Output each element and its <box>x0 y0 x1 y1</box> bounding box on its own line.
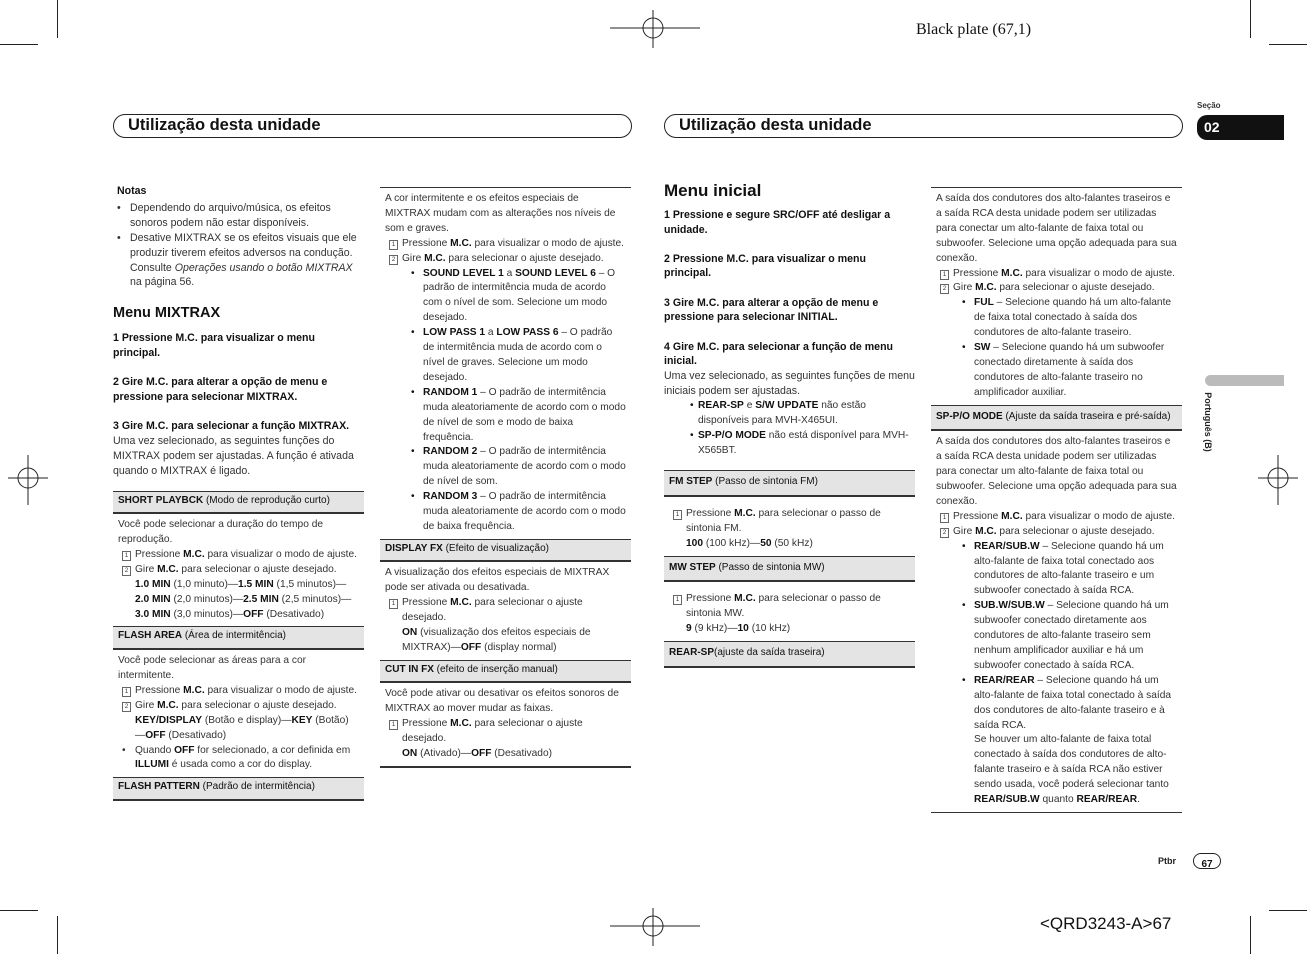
note-item: • Desative MIXTRAX se os efeitos visuais que ele produzir tiverem efeitos adversos na condução. Consulte Operações usando o botão MIXTRAX na página 56. <box>113 231 364 291</box>
flash-area-block: Você pode selecionar as áreas para a cor intermitente. 1 Pressione M.C. para visualizar o modo de ajuste. 2 Gire M.C. para selecionar o ajuste desejado. KEY/DISPLAY (Botão e display)—KEY (Botão) —OFF (Desativado) • Quando OFF for selecionado, a cor definida em ILLUMI é usada como a cor do display. <box>113 650 364 777</box>
short-playback-block: Você pode selecionar a duração do tempo de reprodução. 1 Pressione M.C. para visualizar o modo de ajuste. 2 Gire M.C. para selecionar o ajuste desejado. 1.0 MIN (1,0 minuto)—1.5 MIN (1,5 minutos)—2.0 MIN (2,0 minutos)—2.5 MIN (2,5 minutos)—3.0 MIN (3,0 minutos)—OFF (Desativado) <box>113 514 364 626</box>
registration-mark-top <box>610 8 700 48</box>
section-number: 02 <box>1204 119 1220 135</box>
display-fx-block: A visualização dos efeitos especiais de MIXTRAX pode ser ativada ou desativada. 1 Pressione M.C. para selecionar o ajuste desejado. ON (visualização dos efeitos especiais de MIXTRAX)—OFF (display normal) <box>385 567 610 653</box>
step-1: 1 Pressione e segure SRC/OFF até desligar a unidade. <box>664 208 891 236</box>
setting-bar-fm-step: FM STEP (Passo de sintonia FM) <box>664 470 915 497</box>
left-section-header <box>113 114 632 138</box>
column-3: Menu inicial 1 Pressione e segure SRC/OFF até desligar a unidade. 2 Pressione M.C. para visualizar o menu principal. 3 Gire M.C. para alterar a opção de menu e pressione para selecionar INITIAL. 4 Gire M.C. para selecionar a função de menu inicial. Uma vez selecionado, as seguintes funções de menu iniciais podem ser ajustadas. • REAR-SP e S/W UPDATE não estão disponíveis para MVH-X465UI. • SP-P/O MODE não está disponível para MVH-X565BT. FM STEP (Passo de sintonia FM) 1 Pressione M.C. para selecionar o passo de sintonia FM. 100 (100 kHz)—50 (50 kHz) MW STEP (Passo de sintonia MW) 1 Pressione M.C. para selecionar o passo de sintonia MW. 9 (9 kHz)—10 (10 kHz) REAR-SP(ajuste da saída traseira) <box>664 184 915 668</box>
note-item: • Dependendo do arquivo/música, os efeitos sonoros podem não estar disponíveis. <box>113 201 364 231</box>
setting-bar-sp-po-mode: SP-P/O MODE (Ajuste da saída traseira e pré-saída) <box>931 405 1182 432</box>
left-section-title: Utilização desta unidade <box>128 116 321 134</box>
crop-mark <box>1250 0 1251 38</box>
short-playback-options: 1.0 MIN (1,0 minuto)—1.5 MIN (1,5 minutos)—2.0 MIN (2,0 minutos)—2.5 MIN (2,5 minutos)—3.0 MIN (3,0 minutos)—OFF (Desativado) <box>135 578 352 620</box>
mw-step-block: 1 Pressione M.C. para selecionar o passo de sintonia MW. 9 (9 kHz)—10 (10 kHz) <box>664 582 915 641</box>
crop-mark <box>0 44 38 45</box>
crop-mark <box>57 0 58 38</box>
crop-mark <box>1250 916 1251 954</box>
column-2 <box>380 187 631 768</box>
flash-pattern-block: A cor intermitente e os efeitos especiais de MIXTRAX mudam com as alterações nos níveis de som e graves. 1 Pressione M.C. para visualizar o modo de ajuste. 2 Gire M.C. para selecionar o ajuste desejado. • SOUND LEVEL 1 a SOUND LEVEL 6 – O padrão de intermitência muda de acordo com o nível de som. Selecione um modo desejado. • LOW PASS 1 a LOW PASS 6 – O padrão de intermitência muda de acordo com o nível de graves. Selecione um modo desejado. • RANDOM 1 – O padrão de intermitência muda aleatoriamente de acordo com o modo de nível de som e modo de baixa frequência. • RANDOM 2 – O padrão de intermitência muda aleatoriamente de acordo com o modo de nível de som. • RANDOM 3 – O padrão de intermitência muda aleatoriamente de acordo com o modo de baixa frequência. <box>380 188 631 539</box>
rear-sp-block: A saída dos condutores dos alto-falantes traseiros e a saída RCA desta unidade podem ser utilizadas para conectar um alto-falante de faixa total ou subwoofer. Selecione uma opção adequada para sua conexão. 1 Pressione M.C. para visualizar o modo de ajuste. 2 Gire M.C. para selecionar o ajuste desejado. • FUL – Selecione quando há um alto-falante de faixa total conectado à saída dos condutores de alto-falante traseiro. • SW – Selecione quando há um subwoofer conectado diretamente à saída dos condutores de alto-falante traseiro no amplificador auxiliar. <box>931 188 1182 405</box>
setting-bar-mw-step: MW STEP (Passo de sintonia MW) <box>664 556 915 583</box>
right-section-title: Utilização desta unidade <box>679 116 872 134</box>
registration-mark-bottom <box>610 908 700 948</box>
black-plate-label: Black plate (67,1) <box>916 21 1032 38</box>
section-number-tab <box>1197 115 1284 140</box>
step-4: 4 Gire M.C. para selecionar a função de menu inicial. <box>664 340 894 368</box>
notes-title: Notas <box>117 185 147 197</box>
crop-mark <box>1269 44 1307 45</box>
section-label: Seção <box>1197 101 1221 110</box>
document-code: <QRD3243-A>67 <box>1040 914 1172 933</box>
setting-bar-rear-sp: REAR-SP(ajuste da saída traseira) <box>664 641 915 668</box>
menu-inicial-title: Menu inicial <box>664 181 762 200</box>
setting-bar-flash-area: FLASH AREA (Área de intermitência) <box>113 626 364 650</box>
page-number-badge <box>1193 853 1221 869</box>
step-3: 3 Gire M.C. para alterar a opção de menu e pressione para selecionar INITIAL. <box>664 296 879 324</box>
column-4 <box>931 187 1182 813</box>
fm-step-block: 1 Pressione M.C. para selecionar o passo de sintonia FM. 100 (100 kHz)—50 (50 kHz) <box>664 497 915 556</box>
side-language-label: Português (B) <box>1203 392 1213 452</box>
setting-bar-cut-in-fx: CUT IN FX (efeito de inserção manual) <box>380 660 631 684</box>
page-number: 67 <box>1201 859 1213 870</box>
right-section-header <box>664 114 1183 138</box>
step-3-description: Uma vez selecionado, as seguintes funções do MIXTRAX podem ser ajustadas. A função é ativada quando o MIXTRAX é ligado. <box>113 434 354 477</box>
setting-bar-short-playback: SHORT PLAYBCK (Modo de reprodução curto) <box>113 491 364 515</box>
crop-mark <box>1269 910 1307 911</box>
registration-mark-right <box>1258 455 1298 505</box>
step-1: 1 Pressione M.C. para visualizar o menu principal. <box>113 332 315 359</box>
setting-bar-display-fx: DISPLAY FX (Efeito de visualização) <box>380 539 631 563</box>
language-tab <box>1205 375 1284 386</box>
crop-mark <box>0 910 38 911</box>
registration-mark-left <box>8 455 48 505</box>
step-4-description: Uma vez selecionado, as seguintes funções de menu iniciais podem ser ajustadas. <box>664 370 915 397</box>
step-3: 3 Gire M.C. para selecionar a função MIXTRAX. <box>113 420 350 433</box>
setting-bar-flash-pattern: FLASH PATTERN (Padrão de intermitência) <box>113 777 364 801</box>
cut-in-fx-block: Você pode ativar ou desativar os efeitos sonoros de MIXTRAX ao mover mudar as faixas. 1 Pressione M.C. para selecionar o ajuste desejado. ON (Ativado)—OFF (Desativado) <box>385 688 619 760</box>
step-2: 2 Gire M.C. para alterar a opção de menu e pressione para selecionar MIXTRAX. <box>113 376 328 403</box>
crop-mark <box>57 916 58 954</box>
menu-mixtrax-title: Menu MIXTRAX <box>113 305 221 322</box>
column-1 <box>113 184 364 801</box>
sp-po-mode-block: A saída dos condutores dos alto-falantes traseiros e a saída RCA desta unidade podem ser utilizadas para conectar um alto-falante de faixa total ou subwoofer. Selecione uma opção adequada para sua conexão. 1 Pressione M.C. para visualizar o modo de ajuste. 2 Gire M.C. para selecionar o ajuste desejado. • REAR/SUB.W – Selecione quando há um alto-falante de faixa total conectado aos condutores de alto-falante traseiro e um subwoofer conectado à saída RCA. • SUB.W/SUB.W – Selecione quando há um subwoofer conectado diretamente aos condutores de alto-falante traseiro sem nenhum amplificador auxiliar e há um subwoofer conectado à saída RCA. • REAR/REAR – Selecione quando há um alto-falante de faixa total conectado à saída dos condutores de alto-falante traseiro e à saída RCA. Se houver um alto-falante de faixa total conectado à saída dos condutores de alto-falante traseiro e à saída RCA não estiver sendo usada, você poderá selecionar tanto REAR/SUB.W quanto REAR/REAR. <box>931 431 1182 812</box>
footer-language: Ptbr <box>1158 856 1176 866</box>
step-2: 2 Pressione M.C. para visualizar o menu principal. <box>664 252 866 280</box>
